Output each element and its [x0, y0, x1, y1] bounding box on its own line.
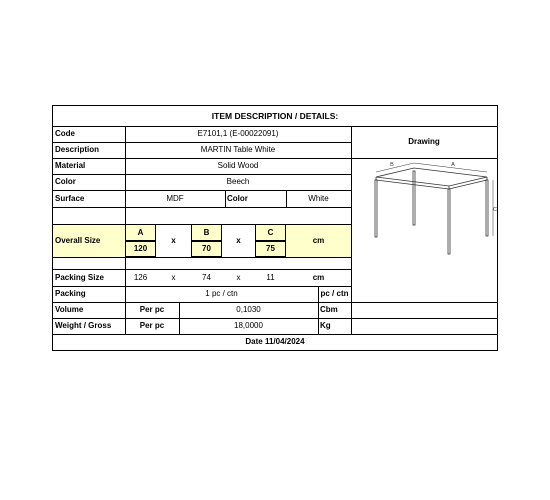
surface-color-label: Color [227, 193, 248, 203]
surface-label: Surface [55, 193, 85, 203]
weight-per: Per pc [139, 321, 165, 330]
overall-unit: cm [312, 235, 325, 245]
packing-x-2: x [236, 272, 241, 282]
weight-unit: Kg [320, 321, 331, 330]
overall-a-value: 120 [133, 244, 148, 253]
packing-size-label: Packing Size [55, 272, 104, 282]
description-label: Description [55, 145, 100, 154]
date-footer: Date 11/04/2024 [245, 337, 305, 346]
surface-value: MDF [166, 193, 184, 203]
code-value: E7101,1 (E-00022091) [197, 129, 279, 138]
packing-x-1: x [171, 272, 176, 282]
volume-value: 0,1030 [236, 305, 261, 314]
color-value: Beech [226, 177, 250, 186]
volume-unit: Cbm [320, 305, 338, 314]
material-label: Material [55, 161, 86, 170]
drawing-label: Drawing [408, 137, 440, 146]
volume-label: Volume [55, 305, 84, 314]
item-details-sheet [52, 105, 498, 351]
overall-b-label: B [203, 227, 210, 237]
overall-x-1: x [171, 235, 176, 245]
overall-c-label: C [267, 227, 274, 237]
overall-x-2: x [236, 235, 241, 245]
color-label: Color [55, 177, 76, 186]
sheet-title: ITEM DESCRIPTION / DETAILS: [211, 110, 339, 121]
weight-value: 18,0000 [234, 321, 263, 330]
packing-label: Packing [55, 289, 86, 298]
packing-size-v3: 11 [266, 272, 275, 282]
surface-color-value: White [308, 193, 329, 203]
overall-a-label: A [137, 227, 144, 237]
overall-b-value: 70 [202, 244, 211, 253]
packing-size-unit: cm [312, 272, 325, 282]
code-label: Code [55, 129, 75, 138]
overall-c-value: 75 [266, 244, 275, 253]
packing-size-v2: 74 [202, 272, 211, 282]
volume-per: Per pc [139, 305, 165, 314]
table-drawing [360, 158, 498, 290]
weight-label: Weight / Gross [55, 321, 112, 330]
drawing-dim-c: C [493, 207, 497, 213]
overall-size-label: Overall Size [55, 235, 101, 245]
drawing-dim-b: B [390, 162, 394, 168]
packing-value: 1 pc / ctn [205, 289, 238, 298]
drawing-dim-a: A [451, 162, 455, 168]
description-value: MARTIN Table White [200, 145, 276, 154]
packing-unit: pc / ctn [320, 289, 349, 298]
packing-size-v1: 126 [133, 272, 148, 282]
material-value: Solid Wood [217, 161, 259, 170]
